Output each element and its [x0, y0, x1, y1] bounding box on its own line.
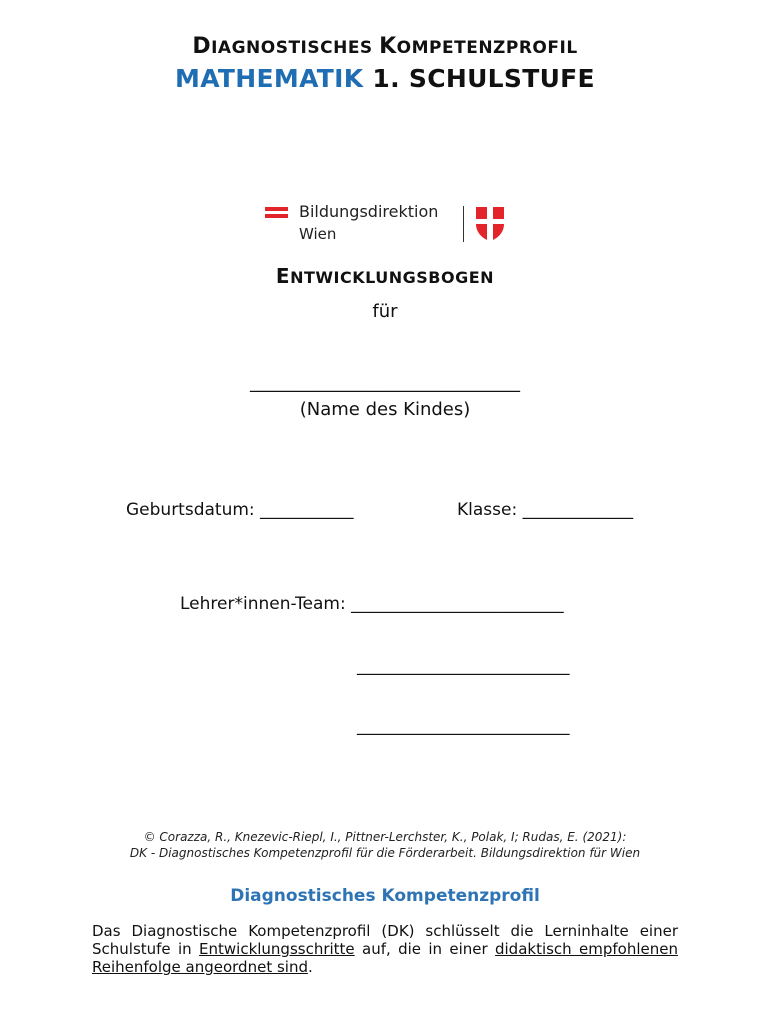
- form-heading: [0, 264, 770, 288]
- logo-city: Wien: [299, 225, 337, 243]
- citation: [0, 829, 770, 861]
- citation-line-2: DK - Diagnostisches Kompetenzprofil für die Förderarbeit. Bildungsdirektion für Wien: [129, 846, 641, 860]
- logo-divider: [463, 206, 464, 242]
- teacher-team-field-3[interactable]: _________________________: [357, 716, 570, 736]
- citation-line-1: © Corazza, R., Knezevic-Riepl, I., Pittner-Lerchster, K., Polak, I; Rudas, E. (2021):: [143, 830, 627, 844]
- grade-level: 1. SCHULSTUFE: [363, 64, 595, 93]
- link-entwicklungsschritte[interactable]: Entwicklungsschritte: [199, 940, 355, 958]
- document-title: [0, 34, 770, 59]
- document-subtitle: [0, 64, 770, 93]
- bildungsdirektion-logo: [265, 202, 510, 246]
- title-initial-k: K: [379, 34, 397, 59]
- link-reihenfolge[interactable]: didaktisch empfohlenen Reihenfolge angeordnet sind: [92, 940, 678, 976]
- section-heading: Diagnostisches Kompetenzprofil: [230, 886, 540, 906]
- heading-initial: E: [275, 264, 291, 288]
- title-initial-d: D: [192, 34, 212, 59]
- teacher-team-field[interactable]: Lehrer*innen-Team: _________________________: [180, 594, 564, 614]
- paragraph-text-3: .: [307, 958, 313, 976]
- child-name-field[interactable]: ______________________________: [250, 372, 520, 393]
- logo-name: Bildungsdirektion: [299, 202, 439, 221]
- paragraph-text-1: Das Diagnostische Kompetenzprofil (DK) schlüsselt die Lerninhalte einer Schulstufe in: [92, 922, 678, 958]
- vienna-coat-of-arms-icon: [475, 206, 505, 242]
- title-word-2-rest: OMPETENZPROFIL: [396, 38, 578, 58]
- title-word-1-rest: IAGNOSTISCHES: [211, 38, 380, 58]
- section-paragraph: [92, 922, 678, 976]
- child-name-caption: (Name des Kindes): [299, 399, 471, 420]
- class-field[interactable]: Klasse: _____________: [457, 500, 634, 520]
- paragraph-text-2: auf, die in einer: [354, 940, 495, 958]
- fuer-label: für: [372, 301, 398, 322]
- teacher-team-field-2[interactable]: _________________________: [357, 656, 570, 676]
- subject-name: MATHEMATIK: [175, 64, 364, 93]
- heading-rest: NTWICKLUNGSBOGEN: [290, 268, 495, 287]
- birthdate-field[interactable]: Geburtsdatum: ___________: [126, 500, 354, 520]
- austrian-flag-icon: [265, 207, 288, 220]
